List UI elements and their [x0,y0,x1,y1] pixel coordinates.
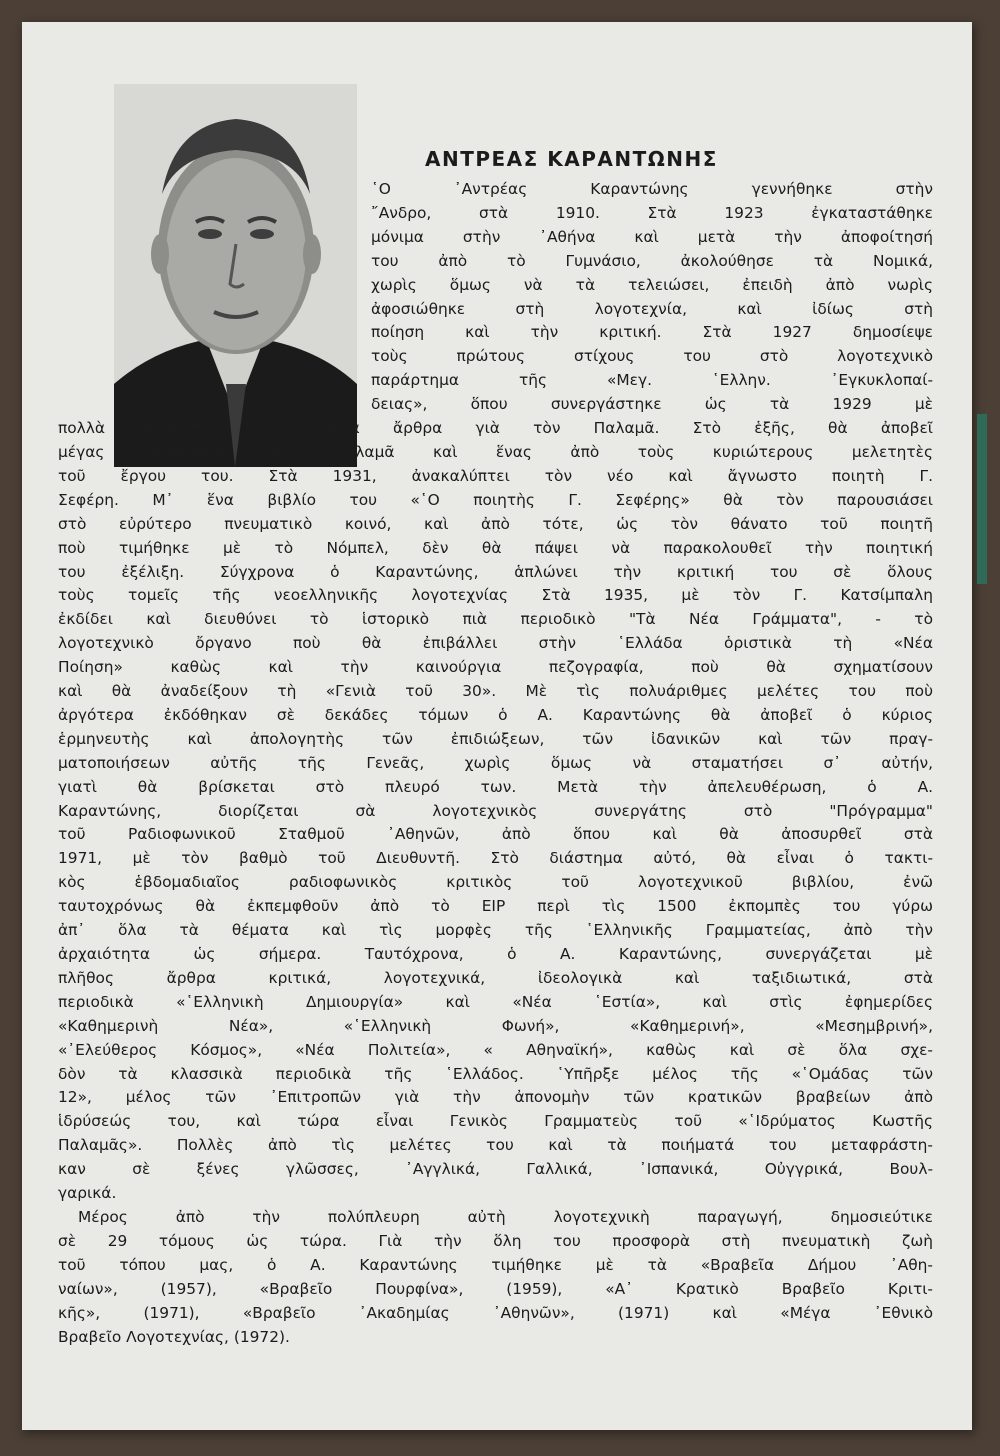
text-line: κῆς», (1971), «Βραβεῖο ᾿Ακαδημίας ᾿Αθηνῶν», (1971) καὶ «Μέγα ᾿Εθνικὸ [58,1303,933,1322]
text-line: ταυτοχρόνως θὰ ἐκπεμφθοῦν ἀπὸ τὸ ΕΙΡ περὶ τὶς 1500 ἐκπομπὲς του γύρω [58,897,933,916]
text-line: 12», μέλος τῶν ᾿Επιτροπῶν γιὰ τὴν ἀπονομὴν τῶν κρατικῶν βραβείων ἀπὸ [58,1088,933,1107]
page-title: ΑΝΤΡΕΑΣ ΚΑΡΑΝΤΩΝΗΣ [425,147,718,171]
text-line: καὶ θὰ ἀναδείξουν τὴ «Γενιὰ τοῦ 30». Μὲ τὶς πολυάριθμες μελέτες του ποὺ [58,682,933,701]
text-line: πολλὰ ποιήματα καὶ κριτικὰ ἄρθρα γιὰ τὸν Παλαμᾶ. Στὸ ἑξῆς, θὰ ἀποβεῖ [58,419,933,438]
text-line: ἑρμηνευτὴς καὶ ἀπολογητὴς τῶν ἐπιδιώξεων, τῶν ἰδανικῶν καὶ τῶν πραγ- [58,729,933,748]
text-line: 1971, μὲ τὸν βαθμὸ τοῦ Διευθυντῆ. Στὸ διάστημα αὐτό, θὰ εἶναι ὁ τακτι- [58,849,933,868]
text-line: ἀφοσιώθηκε στὴ λογοτεχνία, καὶ ἰδίως στὴ [371,299,933,318]
text-line: «᾿Ελεύθερος Κόσμος», «Νέα Πολιτεία», « Αθηναϊκή», καθὼς καὶ σὲ ὅλα σχε- [58,1040,933,1059]
text-line: ἀπ᾿ ὅλα τὰ θέματα καὶ τὶς μορφὲς τῆς ῾Ελληνικῆς Γραμματείας, ἀπὸ τὴν [58,921,933,940]
text-line: ναίων», (1957), «Βραβεῖο Πουρφίνα», (1959), «Α᾿ Κρατικὸ Βραβεῖο Κριτι- [58,1279,933,1298]
text-line: δὸν τὰ κλασσικὰ περιοδικὰ τῆς ῾Ελλάδος. ῾Υπῆρξε μέλος τῆς «῾Ομάδας τῶν [58,1064,933,1083]
text-line: τοὺς τομεῖς τῆς νεοελληνικῆς λογοτεχνίας Στὰ 1935, μὲ τὸν Γ. Κατσίμπαλη [58,586,933,605]
text-line: ματοποιήσεων αὐτῆς τῆς Γενεᾶς, χωρὶς ὅμως νὰ σταματήσει σ᾿ αὐτήν, [58,753,933,772]
text-line: γιατὶ θὰ βρίσκεται στὸ πλευρό των. Μετὰ τὴν ἀπελευθέρωση, ὁ Α. [58,777,933,796]
binding-edge [977,414,987,584]
text-line: περιοδικὰ «῾Ελληνικὴ Δημιουργία» καὶ «Νέα ῾Εστία», καὶ στὶς ἐφημερίδες [58,992,933,1011]
biography-text [58,178,933,1349]
text-line: χωρὶς ὅμως νὰ τὰ τελειώσει, ἐπειδὴ ἀπὸ νωρὶς [371,275,933,294]
text-line: μέγας θαυμαστὴς τοῦ Παλαμᾶ καὶ ἕνας ἀπὸ τοὺς κυριώτερους μελετητὲς [58,442,933,461]
text-line: Καραντώνης, διορίζεται σὰ λογοτεχνικὸς συνεργάτης στὸ "Πρόγραμμα" [58,801,933,820]
text-line: ἀρχαιότητα ὡς σήμερα. Ταυτόχρονα, ὁ Α. Καραντώνης, συνεργάζεται μὲ [58,945,933,963]
text-line: ῎Ανδρο, στὰ 1910. Στὰ 1923 ἐγκαταστάθηκε [371,203,933,222]
text-line: μόνιμα στὴν ᾿Αθήνα καὶ μετὰ τὴν ἀποφοίτησή [371,227,933,246]
text-line: «Καθημερινὴ Νέα», «῾Ελληνικὴ Φωνή», «Καθημερινή», «Μεσημβρινή», [58,1016,933,1035]
text-line: ἐκδίδει καὶ διευθύνει τὸ ἱστορικὸ πιὰ περιοδικὸ "Τὰ Νέα Γράμματα", - τὸ [58,610,933,629]
text-line: Παλαμᾶς». Πολλὲς ἀπὸ τὶς μελέτες του καὶ τὰ ποιήματά του μεταφράστη- [58,1136,933,1155]
text-line: τοῦ τόπου μας, ὁ Α. Καραντώνης τιμήθηκε μὲ τὰ «Βραβεῖα Δήμου ᾿Αθη- [58,1255,933,1274]
text-line: του ἐξέλιξη. Σύγχρονα ὁ Καραντώνης, ἁπλώνει τὴν κριτική του σὲ ὅλους [58,562,933,581]
text-line: ποὺ τιμήθηκε μὲ τὸ Νόμπελ, δὲν θὰ πάψει νὰ παρακολουθεῖ τὴν ποιητική [58,538,933,557]
text-line: κὸς ἑβδομαδιαῖος ραδιοφωνικὸς κριτικὸς τοῦ λογοτεχνικοῦ βιβλίου, ἐνῶ [58,873,933,892]
text-line: Σεφέρη. Μ᾿ ἕνα βιβλίο του «῾Ο ποιητὴς Γ. Σεφέρης» θὰ τὸν παρουσιάσει [58,490,933,509]
text-line: ἱδρύσεώς του, καὶ τώρα εἶναι Γενικὸς Γραμματεὺς τοῦ «῾Ιδρύματος Κωστῆς [58,1112,933,1131]
text-line: σὲ 29 τόμους ὡς τώρα. Γιὰ τὴν ὅλη του προσφορὰ στὴ πνευματικὴ ζωὴ [58,1231,933,1250]
text-line: τοῦ Ραδιοφωνικοῦ Σταθμοῦ ᾿Αθηνῶν, ἀπὸ ὅπου καὶ θὰ ἀποσυρθεῖ στὰ [58,825,933,844]
text-line: καν σὲ ξένες γλῶσσες, ᾿Αγγλικά, Γαλλικά, ᾿Ισπανικά, Οὐγγρικά, Βουλ- [58,1160,933,1179]
text-line: δειας», ὅπου συνεργάστηκε ὡς τὰ 1929 μὲ [371,395,933,414]
text-line: Βραβεῖο Λογοτεχνίας, (1972). [58,1327,290,1346]
text-line: ἀργότερα ἐκδόθηκαν σὲ δεκάδες τόμων ὁ Α. Καραντώνης θὰ ἀποβεῖ ὁ κύριος [58,705,933,724]
text-line: στὸ εὐρύτερο πνευματικὸ κοινό, καὶ ἀπὸ τότε, ὡς τὸν θάνατο τοῦ ποιητῆ [58,514,933,533]
text-line: Ποίηση» καθὼς καὶ τὴν καινούργια πεζογραφία, ποὺ θὰ σχηματίσουν [58,658,933,677]
text-line: γαρικά. [58,1184,117,1203]
text-line: ποίηση καὶ τὴν κριτική. Στὰ 1927 δημοσίεψε [371,323,933,342]
text-line: πλῆθος ἄρθρα κριτικά, λογοτεχνικά, ἰδεολογικὰ καὶ ταξιδιωτικά, στὰ [58,968,933,987]
text-line: Μέρος ἀπὸ τὴν πολύπλευρη αὐτὴ λογοτεχνικὴ παραγωγή, δημοσιεύτικε [78,1207,933,1226]
text-line: λογοτεχνικὸ ὄργανο ποὺ θὰ ἐπιβάλλει στὴν ῾Ελλάδα ὁριστικὰ τὴ «Νέα [58,634,933,653]
text-line: τοῦ ἔργου του. Στὰ 1931, ἀνακαλύπτει τὸν νέο καὶ ἄγνωστο ποιητὴ Γ. [58,466,933,485]
text-line: του ἀπὸ τὸ Γυμνάσιο, ἀκολούθησε τὰ Νομικά, [371,251,933,270]
text-line: τοὺς πρώτους στίχους του στὸ λογοτεχνικὸ [371,347,933,366]
text-line: ῾Ο ᾿Αντρέας Καραντώνης γεννήθηκε στὴν [371,180,933,198]
text-line: παράρτημα τῆς «Μεγ. ῾Ελλην. ᾿Εγκυκλοπαί- [371,371,933,390]
